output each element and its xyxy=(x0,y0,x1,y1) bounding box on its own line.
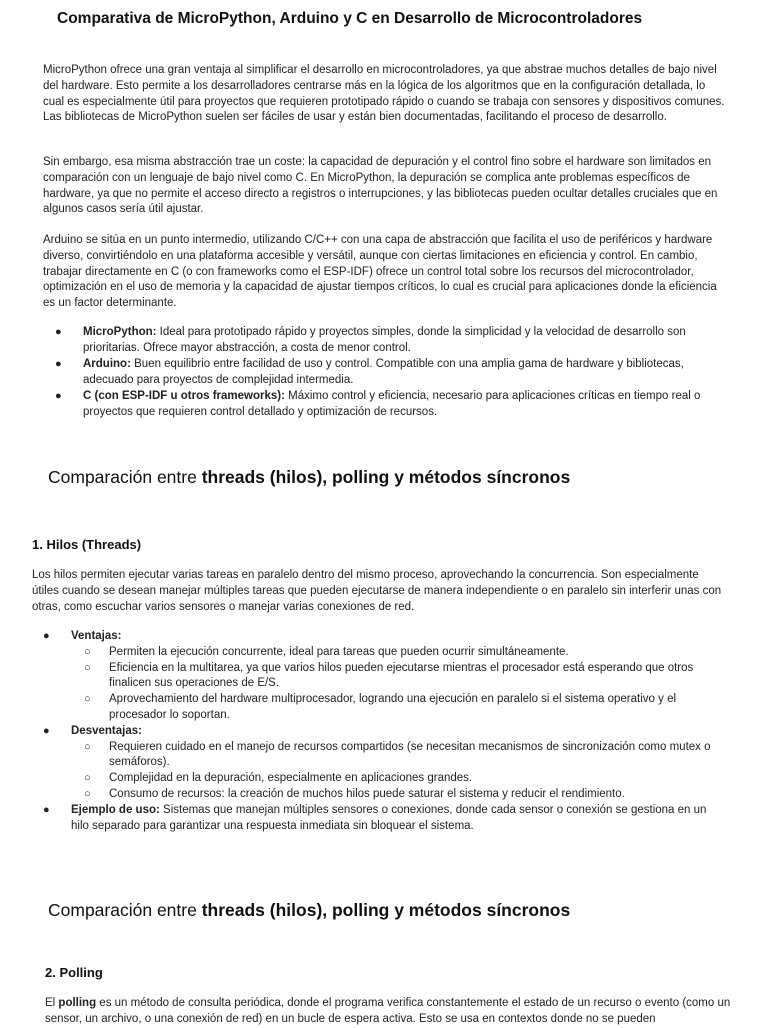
ejemplo-text: Sistemas que manejan múltiples sensores o conexiones, donde cada sensor o conexión se gestiona en un hilo separado para garantizar una respuesta inmediata sin bloquear el sistema. xyxy=(71,803,707,832)
sublist-item-text: Consumo de recursos: la creación de muchos hilos puede saturar el sistema y reducir el rendimiento. xyxy=(109,787,625,800)
sublist-item xyxy=(71,692,723,724)
bullet-icon: ● xyxy=(55,326,62,338)
subheading-polling: 2. Polling xyxy=(45,965,103,980)
list-item-text: Buen equilibrio entre facilidad de uso y control. Compatible con una amplia gama de hardware y bibliotecas, adecuado para proyectos de complejidad intermedia. xyxy=(83,358,684,386)
sublist-item-text: Complejidad en la depuración, especialmente en aplicaciones grandes. xyxy=(109,772,473,785)
list-item-ejemplo xyxy=(33,803,723,835)
list-item-term: Arduino: xyxy=(83,358,131,371)
sublist-item xyxy=(71,661,723,693)
list-item-desventajas xyxy=(33,724,723,803)
list-item xyxy=(45,357,715,389)
polling-intro-bold: polling xyxy=(58,997,97,1009)
paragraph-arduino-c: Arduino se sitúa en un punto intermedio, utilizando C/C++ con una capa de abstracción que facilita el uso de periféricos y hardware diverso, convirtiéndolo en una plataforma accesible y versátil, aunque con ciertas limitaciones en eficiencia y control. En cambio, trabajar directamente en C (o con frameworks como el ESP-IDF) ofrece un control total sobre los recursos del microcontrolador, optimización en el uso de memoria y la capacidad de ajustar tiempos críticos, lo cual es crucial para aplicaciones donde la eficiencia es un factor determinante. xyxy=(43,234,717,310)
sublist-item xyxy=(71,787,723,803)
circle-bullet-icon: ○ xyxy=(84,787,91,800)
sublist-item-text: Eficiencia en la multitarea, ya que varios hilos pueden ejecutarse mientras el procesador está esperando que otros finalicen sus operaciones de E/S. xyxy=(109,661,694,690)
list-item-term: C (con ESP-IDF u otros frameworks): xyxy=(83,390,285,403)
ventajas-label: Ventajas: xyxy=(71,630,122,642)
polling-intro-prefix: El xyxy=(45,997,59,1009)
threads-list xyxy=(33,629,723,834)
polling-intro-rest: es un método de consulta periódica, donde el programa verifica constantemente el estado de un recurso o evento (como un sensor, un archivo, o una conexión de red) en un bucle de espera activa. Esto se usa en contextos donde no se pueden xyxy=(45,997,731,1025)
sublist-item-text: Permiten la ejecución concurrente, ideal para tareas que pueden ocurrir simultáneamente. xyxy=(109,645,569,658)
list-item xyxy=(45,389,715,421)
section-heading-prefix: Comparación entre xyxy=(48,467,202,487)
list-item xyxy=(45,325,715,357)
section-heading-comparison xyxy=(48,467,570,488)
sublist-item xyxy=(71,740,723,772)
circle-bullet-icon: ○ xyxy=(84,740,91,753)
section-heading-bold: threads (hilos), polling y métodos síncronos xyxy=(201,900,571,920)
circle-bullet-icon: ○ xyxy=(84,661,91,674)
sublist-item xyxy=(71,645,723,661)
bullet-icon: ● xyxy=(43,630,50,642)
summary-list xyxy=(45,325,715,421)
section-heading-prefix: Comparación entre xyxy=(48,900,202,920)
desventajas-label: Desventajas: xyxy=(71,724,142,737)
paragraph-abstraction-cost: Sin embargo, esa misma abstracción trae un coste: la capacidad de depuración y el control fino sobre el hardware son limitados en comparación con un lenguaje de bajo nivel como C. En MicroPython, la depuración se complica ante problemas específicos de hardware, ya que no permite el acceso directo a registros o interrupciones, y las bibliotecas pueden ocultar detalles cruciales que en algunos casos sería útil ajustar. xyxy=(43,156,718,216)
section-heading-bold: threads (hilos), polling y métodos síncronos xyxy=(201,467,571,487)
desventajas-sublist xyxy=(71,740,723,803)
paragraph-polling-intro xyxy=(45,996,735,1028)
subheading-threads: 1. Hilos (Threads) xyxy=(32,537,142,552)
ejemplo-label: Ejemplo de uso: xyxy=(71,803,160,816)
sublist-item xyxy=(71,771,723,787)
paragraph-threads-intro: Los hilos permiten ejecutar varias tareas en paralelo dentro del mismo proceso, aprovechando la concurrencia. Son especialmente útiles cuando se desean manejar múltiples tareas que pueden ejecutarse de manera independiente o en paralelo sin interferir unas con otras, como escuchar varios sensores o manejar varias conexiones de red. xyxy=(32,569,722,613)
circle-bullet-icon: ○ xyxy=(84,645,91,658)
document-title: Comparativa de MicroPython, Arduino y C en Desarrollo de Microcontroladores xyxy=(57,10,643,27)
bullet-icon: ● xyxy=(55,358,62,371)
bullet-icon: ● xyxy=(55,390,62,403)
section-heading-comparison-repeat xyxy=(48,900,570,921)
bullet-icon: ● xyxy=(43,803,50,816)
circle-bullet-icon: ○ xyxy=(84,772,91,785)
bullet-icon: ● xyxy=(43,724,50,737)
ventajas-sublist xyxy=(71,645,723,724)
sublist-item-text: Requieren cuidado en el manejo de recursos compartidos (se necesitan mecanismos de sincronización como mutex o semáforos). xyxy=(109,740,711,769)
list-item-text: Ideal para prototipado rápido y proyectos simples, donde la simplicidad y la velocidad de desarrollo son prioritarias. Ofrece mayor abstracción, a costa de menor control. xyxy=(83,326,686,354)
list-item-term: MicroPython: xyxy=(83,326,157,338)
circle-bullet-icon: ○ xyxy=(84,693,91,706)
paragraph-micropython-intro: MicroPython ofrece una gran ventaja al simplificar el desarrollo en microcontroladores, ya que abstrae muchos detalles de bajo nivel del hardware. Esto permite a los desarrolladores centrarse más en la lógica de los algoritmos que en la configuración detallada, lo cual es especialmente útil para proyectos que requieren prototipado rápido o cuando se trabaja con sensores y dispositivos comunes. Las bibliotecas de MicroPython suelen ser fáciles de usar y están bien documentadas, facilitando el proceso de desarrollo. xyxy=(43,64,725,124)
sublist-item-text: Aprovechamiento del hardware multiprocesador, logrando una ejecución en paralelo si el sistema operativo y el procesador lo soportan. xyxy=(109,693,677,721)
list-item-text: Máximo control y eficiencia, necesario para aplicaciones críticas en tiempo real o proyectos que requieren control detallado y optimización de recursos. xyxy=(83,390,701,418)
list-item-ventajas xyxy=(33,629,723,724)
